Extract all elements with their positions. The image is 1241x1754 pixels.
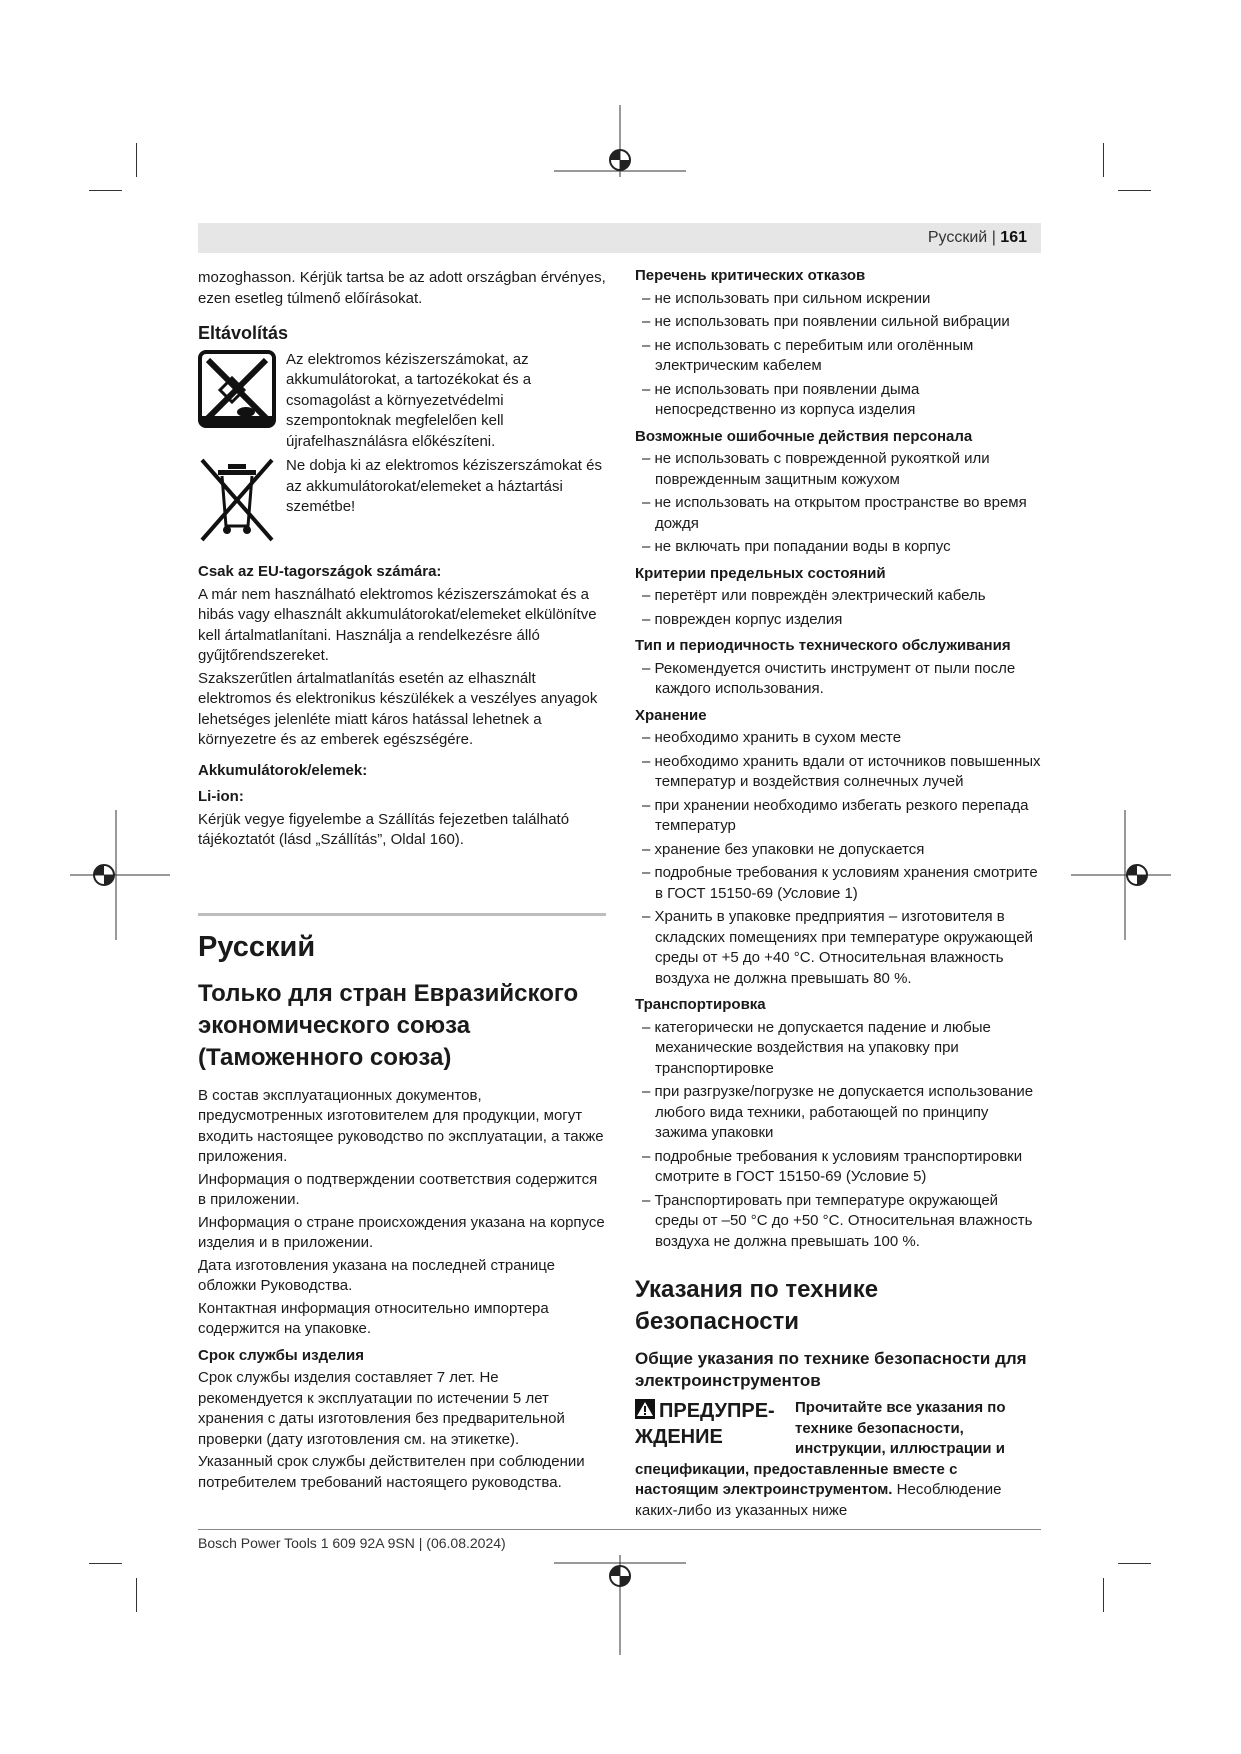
- list-item: – не использовать с перебитым или оголённым электрическим кабелем: [635, 336, 1041, 377]
- eaeu-paragraph-5: Контактная информация относительно импортера содержится на упаковке.: [198, 1299, 549, 1337]
- general-safety-title: Общие указания по технике безопасности для электроинструментов: [635, 1349, 1027, 1390]
- header-text: [928, 229, 1027, 247]
- liion-title: Li-ion:: [198, 788, 244, 805]
- eaeu-title: Только для стран Евразийского экономического союза (Таможенного союза): [198, 979, 579, 1071]
- maintenance-list: [635, 659, 1041, 700]
- list-item: – не включать при попадании воды в корпус: [635, 537, 1041, 558]
- critical-title: Перечень критических отказов: [635, 267, 866, 284]
- page-footer: Bosch Power Tools 1 609 92A 9SN | (06.08.2024): [198, 1535, 506, 1551]
- disposal-text-1: Az elektromos kéziszerszámokat, az akkumulátorokat, a tartozékokat és a csomagolást a környezetvédelmi szempontoknak megfelelően kell újrafelhasználásra előkészíteni.: [286, 350, 532, 450]
- list-item: – при разгрузке/погрузке не допускается использование любого вида техники, работающей по принципу зажима упаковки: [635, 1082, 1041, 1144]
- weee-row: [198, 456, 606, 544]
- list-item: – Транспортировать при температуре окружающей среды от –50 °C до +50 °C. Относительная влажность воздуха не должна превышать 100 %.: [635, 1191, 1041, 1253]
- crossed-out-bin-icon: [198, 456, 276, 544]
- eaeu-paragraph-3: Информация о стране происхождения указана на корпусе изделия и в приложении.: [198, 1213, 605, 1251]
- transport-list: [635, 1018, 1041, 1253]
- recycling-row: [198, 350, 606, 453]
- list-item: – хранение без упаковки не допускается: [635, 840, 1041, 861]
- liion-text: Kérjük vegye figyelembe a Szállítás fejezetben található tájékoztatót (lásd „Szállítás”, Oldal 160).: [198, 810, 570, 848]
- left-column: [198, 268, 606, 1495]
- warning-block: [635, 1398, 1041, 1521]
- list-item: – не использовать при появлении дыма непосредственно из корпуса изделия: [635, 380, 1041, 421]
- eu-text-2: Szakszerűtlen ártalmatlanítás esetén az elhasznált elektromos és elektronikus készülékek a veszélyes anyagok lehetséges jelenléte miatt káros hatással lehetnek a környezetre és az emberek egészségére.: [198, 669, 598, 748]
- critical-list: [635, 289, 1041, 421]
- warning-label: [635, 1398, 785, 1450]
- list-item: – при хранении необходимо избегать резкого перепада температур: [635, 796, 1041, 837]
- list-item: – Хранить в упаковке предприятия – изготовителя в складских помещениях при температуре окружающей среды от +5 до +40 °C. Относительная влажность воздуха не должна превышать 80 %.: [635, 907, 1041, 989]
- list-item: – перетёрт или повреждён электрический кабель: [635, 586, 1041, 607]
- service-life-title: Срок службы изделия: [198, 1346, 364, 1364]
- list-item: – не использовать на открытом пространстве во время дождя: [635, 493, 1041, 534]
- list-item: – не использовать при появлении сильной вибрации: [635, 312, 1041, 333]
- list-item: – подробные требования к условиям хранения смотрите в ГОСТ 15150-69 (Условие 1): [635, 863, 1041, 904]
- page-header: [198, 223, 1041, 253]
- service-life-paragraph-1: Срок службы изделия составляет 7 лет. Не рекомендуется к эксплуатации по истечении 5 лет хранения с даты изготовления без предварительной проверки (дату изготовления см. на этикетке).: [198, 1369, 565, 1448]
- errors-title: Возможные ошибочные действия персонала: [635, 427, 973, 445]
- list-item: – не использовать с поврежденной рукояткой или поврежденным защитным кожухом: [635, 449, 1041, 490]
- list-item: – необходимо хранить вдали от источников повышенных температур и воздействия солнечных лучей: [635, 752, 1041, 793]
- list-item: – поврежден корпус изделия: [635, 610, 1041, 631]
- intro-text: mozoghasson. Kérjük tartsa be az adott országban érvényes, ezen esetleg túlmenő előírásokat.: [198, 269, 606, 307]
- warning-triangle-icon: [635, 1399, 655, 1419]
- list-item: – Рекомендуется очистить инструмент от пыли после каждого использования.: [635, 659, 1041, 700]
- header-separator: |: [991, 229, 996, 246]
- warning-bold-text: Прочитайте все указания по технике безопасности, инструкции, иллюстрации и спецификации, предоставленные вместе с настоящим электроинструментом.: [635, 1399, 1006, 1498]
- disposal-title: Eltávolítás: [198, 323, 289, 343]
- limits-list: [635, 586, 1041, 630]
- russian-title: Русский: [198, 930, 316, 963]
- eu-title: Csak az EU-tagországok számára:: [198, 563, 442, 580]
- errors-list: [635, 449, 1041, 558]
- registration-mark-left: [70, 810, 170, 940]
- warning-label-text: ПРЕДУПРЕ-ЖДЕНИЕ: [635, 1400, 775, 1448]
- section-divider: [198, 913, 606, 916]
- warning-normal-text: Несоблюдение каких-либо из указанных ниже: [635, 1481, 1002, 1519]
- battery-title: Akkumulátorok/elemek:: [198, 761, 368, 779]
- list-item: – не использовать при сильном искрении: [635, 289, 1041, 310]
- eu-text-1: A már nem használható elektromos kéziszerszámokat és a hibás vagy elhasznált akkumulátorokat/elemeket elkülönítve kell ártalmatlanítani. Használja a rendelkezésre álló gyűjtőrendszereket.: [198, 585, 597, 664]
- right-column: [635, 266, 1041, 1521]
- header-language: Русский: [927, 229, 988, 246]
- eaeu-paragraph-4: Дата изготовления указана на последней странице обложки Руководства.: [198, 1256, 556, 1294]
- eaeu-paragraph-1: В состав эксплуатационных документов, предусмотренных изготовителем для продукции, могут входить настоящее руководство по эксплуатации, а также приложения.: [198, 1086, 604, 1165]
- safety-title: Указания по технике безопасности: [635, 1276, 879, 1335]
- disposal-text-2: Ne dobja ki az elektromos kéziszerszámokat és az akkumulátorokat/elemeket a háztartási szemétbe!: [286, 457, 602, 515]
- transport-title: Транспортировка: [635, 996, 766, 1013]
- registration-mark-right: [1071, 810, 1171, 940]
- page-number: 161: [1000, 229, 1027, 246]
- storage-list: [635, 728, 1041, 989]
- limits-title: Критерии предельных состояний: [635, 564, 886, 582]
- service-life-paragraph-2: Указанный срок службы действителен при соблюдении потребителем требований настоящего руководства.: [198, 1453, 585, 1491]
- list-item: – подробные требования к условиям транспортировки смотрите в ГОСТ 15150-69 (Условие 5): [635, 1147, 1041, 1188]
- no-dumping-recycling-icon: [198, 350, 276, 428]
- maintenance-title: Тип и периодичность технического обслуживания: [635, 637, 1011, 654]
- eaeu-paragraph-2: Информация о подтверждении соответствия содержится в приложении.: [198, 1170, 598, 1208]
- list-item: – необходимо хранить в сухом месте: [635, 728, 1041, 749]
- storage-title: Хранение: [635, 706, 707, 724]
- footer-rule: [198, 1529, 1041, 1530]
- registration-mark-bottom: [554, 1555, 686, 1655]
- list-item: – категорически не допускается падение и любые механические воздействия на упаковку при транспортировке: [635, 1018, 1041, 1080]
- registration-mark-top: [554, 105, 686, 205]
